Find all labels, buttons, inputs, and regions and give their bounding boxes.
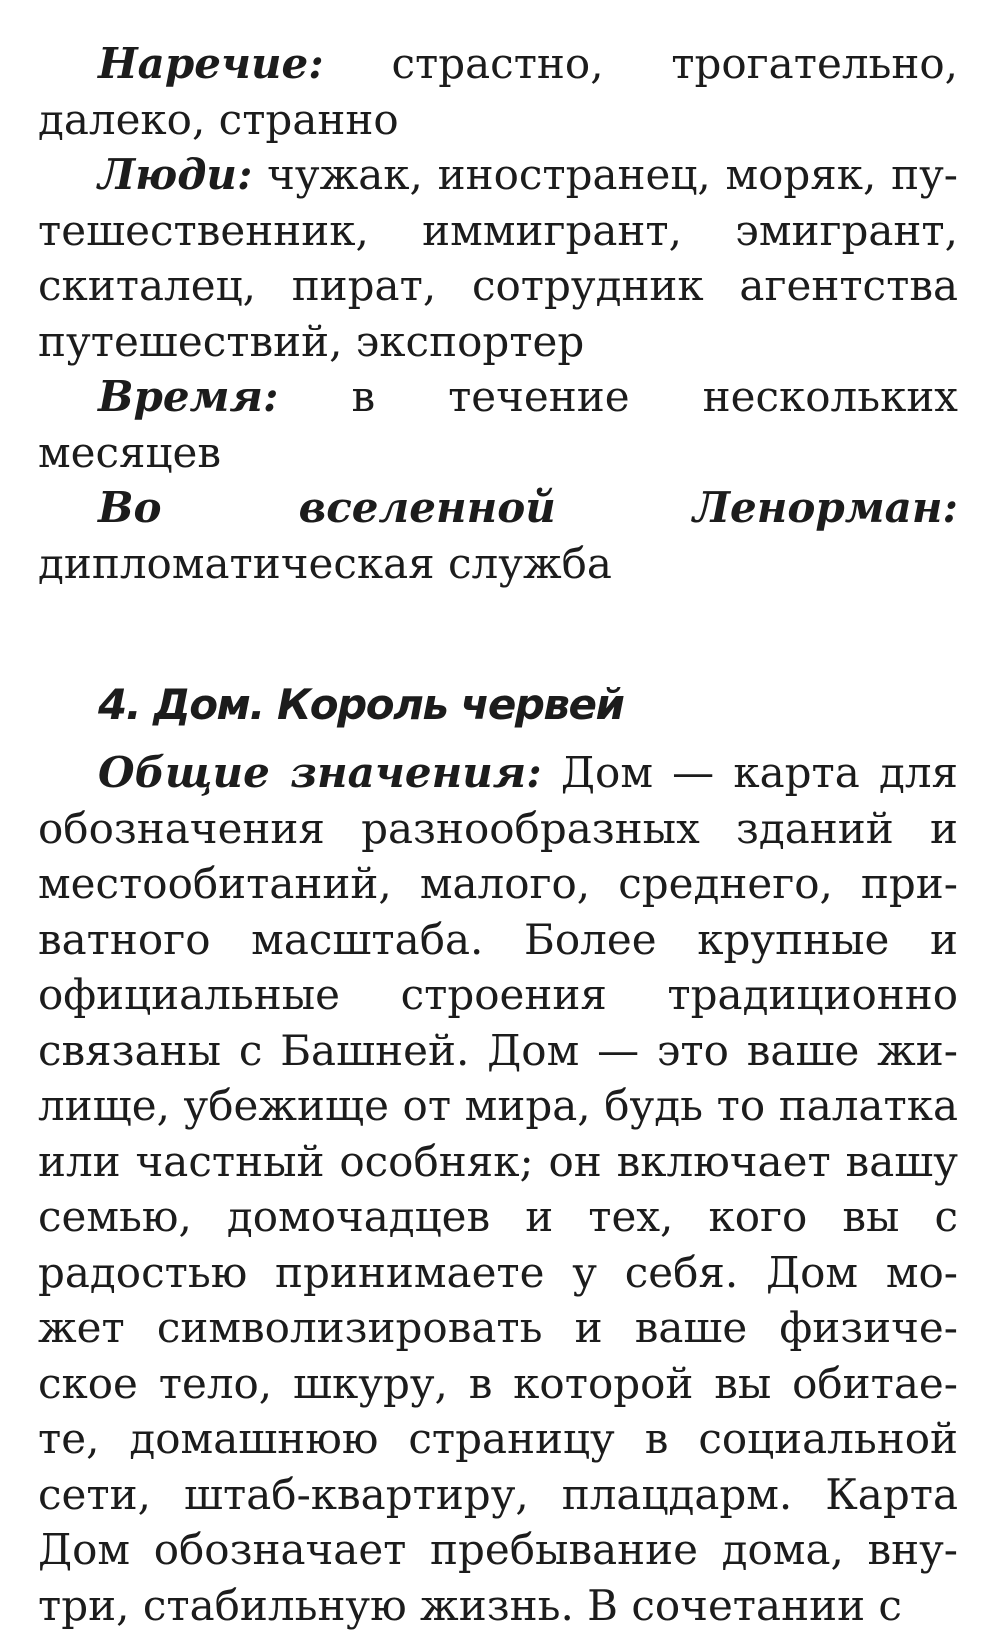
adverb-entry bbox=[38, 36, 958, 147]
time-term: Время: bbox=[98, 372, 279, 421]
general-meaning-entry bbox=[38, 745, 958, 1633]
time-entry bbox=[38, 369, 958, 480]
book-page bbox=[38, 36, 958, 1633]
lenormand-text: дипломатическая служба bbox=[38, 538, 612, 588]
lenormand-entry bbox=[38, 480, 958, 591]
people-entry bbox=[38, 147, 958, 369]
general-meaning-text: Дом — карта для обозначения разнообразных зданий и местообитаний, малого, среднего, приватного масштаба. Более крупные и официальные строения традиционно связаны с Башней. Дом — это ваше жилище, убежище от мира, будь то палатка или частный особняк; он включает вашу семью, домочадцев и тех, кого вы с радостью принимаете у себя. Дом может символизировать и ваше физическое тело, шкуру, в которой вы обитаете, домашнюю страницу в социальной сети, штаб-квартиру, плацдарм. Карта Дом обозначает пребывание дома, внутри, стабильную жизнь. В сочетании с bbox=[38, 748, 959, 1630]
people-text: чужак, иностранец, моряк, путешественник, иммигрант, эмигрант, скиталец, пират, сотрудник агентства путешествий, экспортер bbox=[38, 150, 958, 366]
adverb-term: Наречие: bbox=[98, 39, 324, 88]
time-text: в течение нескольких месяцев bbox=[38, 372, 958, 477]
section-gap bbox=[38, 591, 958, 675]
lenormand-term: Во вселенной Ленорман: bbox=[98, 483, 958, 532]
people-term: Люди: bbox=[98, 150, 253, 199]
general-meaning-term: Общие значения: bbox=[98, 748, 542, 797]
adverb-text: страстно, трогательно, далеко, странно bbox=[38, 39, 958, 144]
section-heading: 4. Дом. Король червей bbox=[98, 680, 624, 729]
